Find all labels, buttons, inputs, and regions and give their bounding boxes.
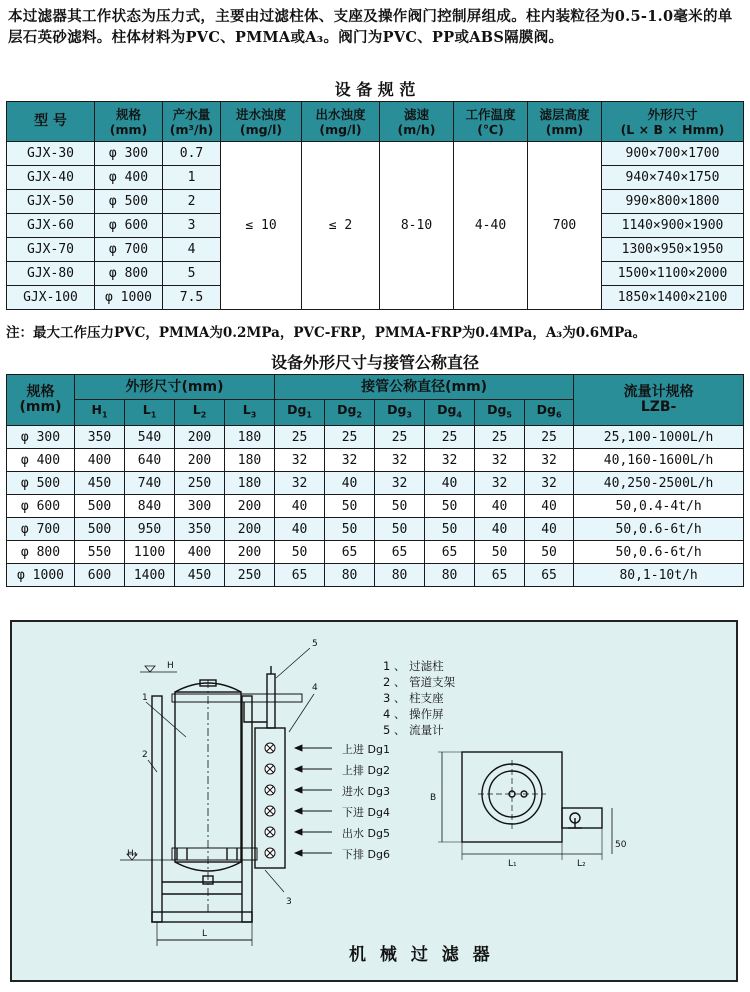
cell-model: GJX-80 [7, 262, 95, 286]
th-flowmeter: 流量计规格 LZB- [574, 375, 744, 426]
filter-drawing [10, 620, 738, 982]
table-cell: φ 600 [7, 495, 75, 518]
table-cell: 50 [325, 495, 375, 518]
table-cell: 32 [525, 449, 574, 472]
table-row [7, 564, 744, 587]
flowmeter [267, 674, 275, 728]
table-cell: 640 [125, 449, 175, 472]
label-50: 50 [615, 840, 627, 850]
th-spec2: 规格 (mm) [7, 375, 75, 426]
spec-header-row [7, 102, 744, 142]
th-pipe-dg4: $Dg_4$ [425, 400, 475, 426]
label-H1: H₁ [127, 849, 138, 859]
dimension-table [6, 374, 744, 587]
table-cell: 250 [175, 472, 225, 495]
th-dim-l3: $L_3$ [225, 400, 275, 426]
table-cell: 1100 [125, 541, 175, 564]
cell-output: 4 [163, 238, 221, 262]
label-5: 5 [312, 639, 318, 649]
table-cell: 50 [325, 518, 375, 541]
table-cell: 80 [375, 564, 425, 587]
table-cell: 50,0.6-6t/h [574, 518, 744, 541]
legend-item: 3 、 柱支座 [383, 691, 444, 705]
table-row [7, 495, 744, 518]
table-cell: 32 [375, 449, 425, 472]
table-row [7, 541, 744, 564]
table-cell: φ 500 [7, 472, 75, 495]
dim-header-row [7, 375, 744, 400]
table-cell: 40,160-1600L/h [574, 449, 744, 472]
cell-spec: φ 700 [95, 238, 163, 262]
table-cell: 32 [325, 449, 375, 472]
table-cell: φ 800 [7, 541, 75, 564]
table-cell: 180 [225, 472, 275, 495]
cell-output: 5 [163, 262, 221, 286]
table-cell: 65 [525, 564, 574, 587]
cell-size: 1500×1100×2000 [602, 262, 744, 286]
cell-spec: φ 1000 [95, 286, 163, 310]
th-dim-h1: $H_1$ [75, 400, 125, 426]
table-cell: 180 [225, 426, 275, 449]
label-L: L [202, 929, 208, 939]
table-cell: 65 [325, 541, 375, 564]
cell-output: 1 [163, 166, 221, 190]
table-cell: 80 [425, 564, 475, 587]
table-cell: 32 [375, 472, 425, 495]
th-pipe-dg6: $Dg_6$ [525, 400, 574, 426]
cell-spec: φ 800 [95, 262, 163, 286]
table-cell: 32 [475, 472, 525, 495]
th-spec: 规格 (mm) [95, 102, 163, 142]
table-cell: 25 [425, 426, 475, 449]
table1-title: 设 备 规 范 [334, 80, 416, 99]
table-cell: 600 [75, 564, 125, 587]
th-temp: 工作温度 (℃) [454, 102, 528, 142]
valve-icons [265, 743, 275, 858]
connection-label: 出水 Dg5 [342, 827, 390, 840]
table-row [7, 518, 744, 541]
label-B: B [430, 793, 437, 803]
pressure-note: 注：最大工作压力PVC，PMMA为0.2MPa，PVC-FRP，PMMA-FRP为0.4MPa，A₃为0.6MPa。 [6, 325, 647, 341]
table-cell: 550 [75, 541, 125, 564]
cell-model: GJX-70 [7, 238, 95, 262]
table-cell: 50,0.4-4t/h [574, 495, 744, 518]
table-cell: 500 [75, 518, 125, 541]
legend-item: 2 、 管道支架 [383, 675, 456, 689]
table-cell: 40 [325, 472, 375, 495]
table-cell: 200 [175, 426, 225, 449]
table-cell: 50 [525, 541, 574, 564]
table-cell: 25 [525, 426, 574, 449]
pipe-support-left [152, 696, 162, 922]
table-cell: 50 [375, 495, 425, 518]
table-cell: 80 [325, 564, 375, 587]
table-cell: 40 [475, 495, 525, 518]
table-cell: 350 [75, 426, 125, 449]
table-cell: 200 [225, 495, 275, 518]
table-cell: 500 [75, 495, 125, 518]
cell-model: GJX-60 [7, 214, 95, 238]
table-cell: 65 [425, 541, 475, 564]
th-in-turbidity: 进水浊度 (mg/l) [221, 102, 302, 142]
table-cell: 350 [175, 518, 225, 541]
table-cell: 25 [475, 426, 525, 449]
table-cell: 50 [425, 495, 475, 518]
label-3: 3 [286, 897, 292, 907]
table-cell: 40 [475, 518, 525, 541]
th-out-turbidity: 出水浊度 (mg/l) [302, 102, 380, 142]
table-cell: 740 [125, 472, 175, 495]
connection-label: 上排 Dg2 [342, 764, 390, 777]
cell-speed: 8-10 [380, 142, 454, 310]
table-cell: 400 [175, 541, 225, 564]
table-cell: 32 [425, 449, 475, 472]
label-2: 2 [142, 750, 148, 760]
table-cell: 40 [275, 518, 325, 541]
table-cell: 200 [225, 541, 275, 564]
table-cell: 400 [75, 449, 125, 472]
cell-out-turbidity: ≤ 2 [302, 142, 380, 310]
cell-spec: φ 600 [95, 214, 163, 238]
drawing-title: 机 械 过 滤 器 [349, 945, 494, 965]
th-pipe: 接管公称直径(mm) [275, 375, 574, 400]
cell-in-turbidity: ≤ 10 [221, 142, 302, 310]
table-cell: 450 [75, 472, 125, 495]
table-cell: 540 [125, 426, 175, 449]
th-pipe-dg3: $Dg_3$ [375, 400, 425, 426]
label-L2: L₂ [577, 859, 586, 869]
table-cell: 32 [275, 449, 325, 472]
table-cell: 25 [325, 426, 375, 449]
cell-output: 0.7 [163, 142, 221, 166]
cell-model: GJX-40 [7, 166, 95, 190]
th-pipe-dg5: $Dg_5$ [475, 400, 525, 426]
cell-model: GJX-100 [7, 286, 95, 310]
th-speed: 滤速 (m/h) [380, 102, 454, 142]
cell-size: 940×740×1750 [602, 166, 744, 190]
table-cell: φ 300 [7, 426, 75, 449]
table-row [7, 426, 744, 449]
table-row [7, 472, 744, 495]
table-cell: 40 [425, 472, 475, 495]
table-row [7, 449, 744, 472]
table-cell: 300 [175, 495, 225, 518]
connection-label: 下进 Dg4 [342, 806, 390, 819]
table-cell: 50 [425, 518, 475, 541]
table-cell: 840 [125, 495, 175, 518]
th-output: 产水量 (m³/h) [163, 102, 221, 142]
intro-text: 本过滤器其工作状态为压力式，主要由过滤柱体、支座及操作阀门控制屏组成。柱内装粒径为0.5-1.0毫米的单层石英砂滤料。柱体材料为PVC、PMMA或A₃。阀门为PVC、PP或ABS隔膜阀。 [8, 8, 733, 46]
table-cell: 40 [525, 518, 574, 541]
connection-label: 下排 Dg6 [342, 848, 390, 861]
th-dim-l2: $L_2$ [175, 400, 225, 426]
table-cell: 50 [275, 541, 325, 564]
connection-label: 进水 Dg3 [342, 785, 390, 798]
cell-output: 3 [163, 214, 221, 238]
cell-temp: 4-40 [454, 142, 528, 310]
cell-spec: φ 500 [95, 190, 163, 214]
table-cell: φ 400 [7, 449, 75, 472]
table-cell: 32 [475, 449, 525, 472]
label-1: 1 [142, 693, 148, 703]
table-cell: 65 [375, 541, 425, 564]
cell-size: 900×700×1700 [602, 142, 744, 166]
table-cell: 25 [375, 426, 425, 449]
cell-output: 7.5 [163, 286, 221, 310]
table-cell: 80,1-10t/h [574, 564, 744, 587]
table-cell: 50 [475, 541, 525, 564]
legend-item: 5 、 流量计 [383, 723, 444, 737]
th-pipe-dg1: $Dg_1$ [275, 400, 325, 426]
table-cell: 50,0.6-6t/h [574, 541, 744, 564]
table-row [7, 142, 744, 166]
th-dim: 外形尺寸(mm) [75, 375, 275, 400]
drawing-legend [383, 658, 455, 738]
table-cell: 450 [175, 564, 225, 587]
connection-label: 上进 Dg1 [342, 743, 390, 756]
th-size: 外形尺寸 (L × B × Hmm) [602, 102, 744, 142]
table-cell: 50 [375, 518, 425, 541]
table-cell: 200 [225, 518, 275, 541]
cell-spec: φ 400 [95, 166, 163, 190]
label-L1: L₁ [508, 859, 517, 869]
table-cell: 65 [475, 564, 525, 587]
cell-output: 2 [163, 190, 221, 214]
th-pipe-dg2: $Dg_2$ [325, 400, 375, 426]
table-cell: 250 [225, 564, 275, 587]
label-4: 4 [312, 683, 318, 693]
table-cell: 25 [275, 426, 325, 449]
table-cell: 950 [125, 518, 175, 541]
table-cell: 32 [275, 472, 325, 495]
table-cell: φ 1000 [7, 564, 75, 587]
table2-title: 设备外形尺寸与接管公称直径 [270, 353, 479, 372]
cell-size: 1300×950×1950 [602, 238, 744, 262]
spec-table [6, 101, 744, 310]
cell-size: 1140×900×1900 [602, 214, 744, 238]
table-cell: 200 [175, 449, 225, 472]
th-model: 型 号 [7, 102, 95, 142]
pipe-support-right [242, 696, 252, 922]
th-height: 滤层高度 (mm) [528, 102, 602, 142]
cell-height: 700 [528, 142, 602, 310]
cell-size: 1850×1400×2100 [602, 286, 744, 310]
table-cell: φ 700 [7, 518, 75, 541]
legend-item: 4 、 操作屏 [383, 707, 444, 721]
cell-model: GJX-50 [7, 190, 95, 214]
table-cell: 1400 [125, 564, 175, 587]
table-cell: 180 [225, 449, 275, 472]
table-cell: 40 [275, 495, 325, 518]
th-dim-l1: $L_1$ [125, 400, 175, 426]
cell-spec: φ 300 [95, 142, 163, 166]
cell-model: GJX-30 [7, 142, 95, 166]
label-H: H [167, 661, 174, 671]
legend-item: 1 、 过滤柱 [383, 659, 444, 673]
table-cell: 40,250-2500L/h [574, 472, 744, 495]
table-cell: 25,100-1000L/h [574, 426, 744, 449]
cell-size: 990×800×1800 [602, 190, 744, 214]
table-cell: 32 [525, 472, 574, 495]
table-cell: 65 [275, 564, 325, 587]
filter-diagram [12, 622, 736, 980]
table-cell: 40 [525, 495, 574, 518]
